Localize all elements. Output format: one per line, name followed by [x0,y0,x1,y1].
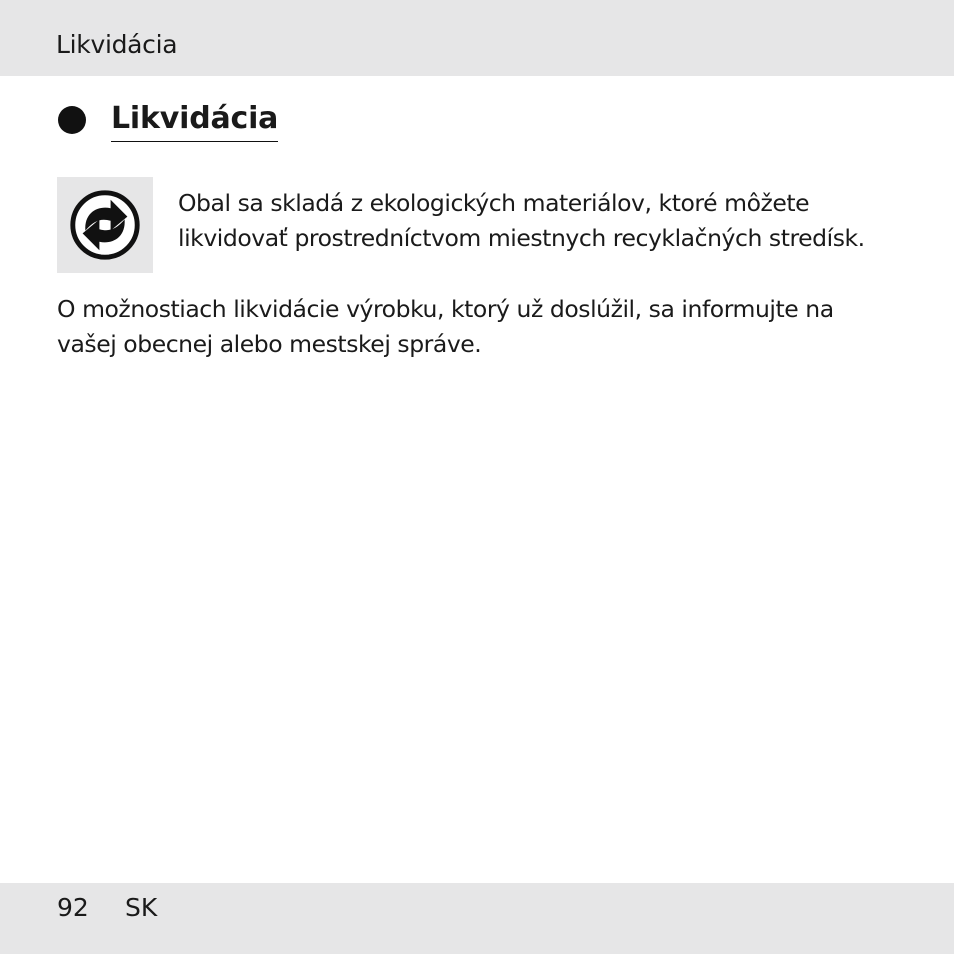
section-heading: Likvidácia [111,99,278,142]
packaging-line-1: Obal sa skladá z ekologických materiálov, ktoré môžete [178,189,810,217]
recycling-green-dot-icon [70,190,140,260]
header-title: Likvidácia [56,30,178,59]
recycling-icon-box [57,177,153,273]
section-bullet [58,106,86,134]
language-code: SK [125,893,158,922]
packaging-line-2: likvidovať prostredníctvom miestnych recyklačných stredísk. [178,224,865,252]
page-number: 92 [57,893,89,922]
disposal-line-1: O možnostiach likvidácie výrobku, ktorý už doslúžil, sa informujte na [57,295,834,323]
disposal-line-2: vašej obecnej alebo mestskej správe. [57,330,482,358]
packaging-paragraph [178,186,865,256]
disposal-paragraph [57,292,834,362]
